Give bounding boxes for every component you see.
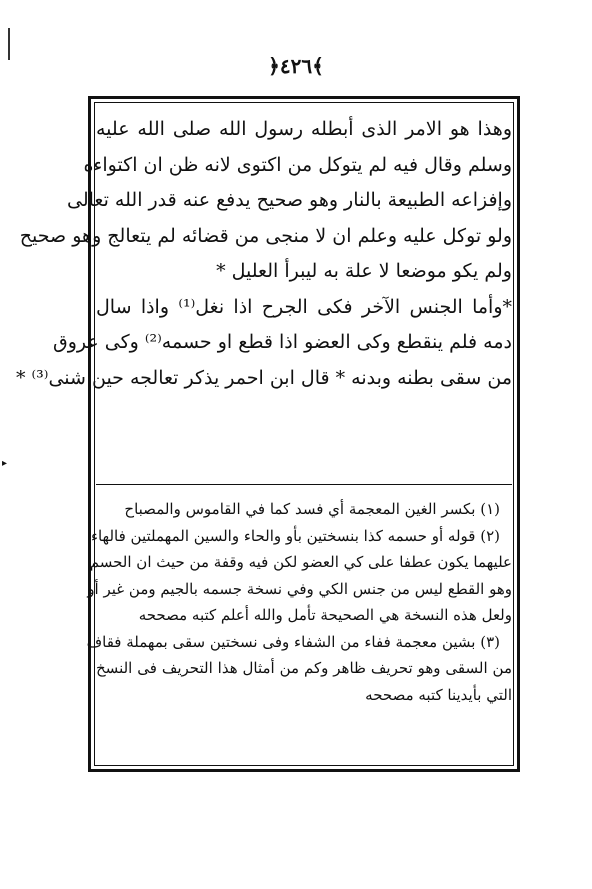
body-line: ولم يكو موضعا لا علة به ليبرأ العليل * — [216, 260, 512, 282]
footnote-2-line: عليهما يكون عطفا على كي العضو لكن فيه وقفة من حيث ان الحسم — [89, 553, 512, 571]
page-number: ﴿٤٢٦﴾ — [268, 54, 324, 78]
body-line: وهذا هو الامر الذى أبطله رسول الله صلى الله عليه — [96, 118, 512, 140]
edge-marker: ▸ — [2, 458, 8, 469]
footnote-2-line: ولعل هذه النسخة هي الصحيحة تأمل والله أعلم كتبه مصححه — [138, 606, 512, 624]
body-line: دمه فلم ينقطع وكى العضو اذا قطع او حسمه⁽²⁾ وكى عروق — [52, 331, 512, 353]
body-line: *وأما الجنس الآخر فكى الجرح اذا نغل⁽¹⁾ واذا سال — [96, 295, 513, 318]
body-line: وسلم وقال فيه لم يتوكل من اكتوى لانه ظن ان اكتواءه — [83, 153, 512, 176]
footnote-3-line: من السقى وهو تحريف ظاهر وكم من أمثال هذا التحريف فى النسخ — [96, 659, 512, 677]
body-line: من سقى بطنه وبدنه * قال ابن احمر يذكر تعالجه حين شنى⁽³⁾ * — [15, 366, 512, 389]
footnote-2-line: وهو القطع ليس من جنس الكي وفي نسخة جسمه بالجيم ومن غير أو — [87, 579, 512, 598]
body-text — [15, 112, 513, 396]
footnote-3-line: التي بأيدينا كتبه مصححه — [365, 685, 512, 704]
body-line: ولو توكل عليه وعلم ان لا منجى من قضائه لم يتعالج وهو صحيح — [19, 224, 512, 247]
footnote-2-line: (٢) قوله أو حسمه كذا بنسختين بأو والحاء والسين المهملتين فالهاء — [90, 526, 500, 545]
footnote-1-line: (١) بكسر الغين المعجمة أي فسد كما في القاموس والمصباح — [124, 500, 500, 518]
footnote-3-line: (٣) بشين معجمة ففاء من الشفاء وفى نسختين سقى بمهملة فقاف — [86, 632, 500, 651]
footnote-separator — [96, 484, 512, 485]
footnotes — [86, 496, 512, 708]
body-line: وإفزاعه الطبيعة بالنار وهو صحيح يدفع عنه قدر الله تعالى — [67, 189, 512, 211]
